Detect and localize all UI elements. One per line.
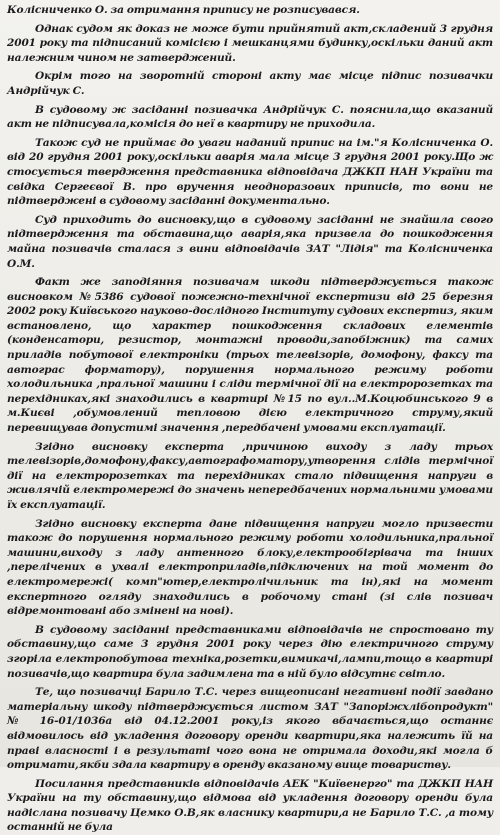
paragraph-1: Колісниченко О. за отримання припису не розписувався. bbox=[7, 4, 360, 16]
paragraph-9: Згідно висновку експерта дане підвищення напруги могло призвести також до порушення нормального режиму роботи холодильника,пральної машини,виходу з ладу антенного блоку,електрообігрівача та інших ,перелічених в ухвалі електроприладів,підключених на той момент до електромережі( комп"ютер,електролічильник та ін),які на момент експертного огляду знаходились в робочому стані (зі слів позивач відремонтовані або змінені на нові). bbox=[7, 517, 493, 618]
paragraph-4: В судовому ж засіданні позивачка Андрійчук С. пояснила,що вказаний акт не підписувала,комісія до неї в квартиру не приходила. bbox=[7, 103, 493, 131]
paragraph-10: В судовому засіданні представниками відповідачів не спростовано ту обставину,що саме 3 грудня 2001 року через дію електричного струму згоріла електропобутова техніка,розетки,вимикачі,лампи,тощо в квартирі позивачів,що квартира була задимлена та в ній було відсутнє світло. bbox=[7, 623, 493, 680]
paragraph-8: Згідно висновку експерта ,причиною виходу з ладу трьох телевізорів,домофону,факсу,автографоматору,утворення слідів термічної дії на електророзетках та перехідниках стало підвищення напруги в живлячій електромережі до значень непередбачених нормальними умовами їх експлуатації. bbox=[7, 440, 493, 511]
paragraph-12: Посилання представників відповідачів АЕК "Київенерго" та ДЖКП НАН України на ту обставину,що відмова від укладення договору оренди була надіслана позивачу Цемко О.В,як власнику квартири,а не Барило Т.С. ,а тому останній не була bbox=[7, 777, 493, 834]
paragraph-5: Також суд не приймає до уваги наданий припис на ім."я Колісниченка О. від 20 грудня 2001 року,оскільки аварія мала місце 3 грудня 2001 року.Що ж стосується твердження представника відповідача ДЖКП НАН України та свідка Сергеєвої В. про вручення неодноразових приписів, то вони не підтверджені в судовому засіданні документально. bbox=[7, 136, 493, 208]
paragraph-3: Окрім того на зворотній стороні акту має місце підпис позивачки Андрійчук С. bbox=[7, 70, 493, 97]
paragraph-7: Факт же заподіяння позивачам шкоди підтверджується також висновком №5386 судової пожежно-технічної експертизи від 25 березня 2002 року Київського науково-дослідного Інституту судових експертиз, яким встановлено, що характер пошкодження складових елементів (конденсатори, резистор, монтажні проводи,запобіжник) та самих приладів побутової електроніки (трьох телевізорів, домофону, факсу та автограс форматору), порушення нормального режиму роботи холодильника ,пральної машини і сліди термічної дії на електророзетках та перехідниках,які знаходились в квартирі №15 по вул..М.Коцюбинського 9 в м.Києві ,обумовлений тепловою дією електричного струму,який перевищував допустимі значення ,передбачені умовами експлуатації. bbox=[7, 276, 493, 435]
paragraph-11: Те, що позивачці Барило Т.С. через вищеописані негативні події завдано матеріальну шкоду підтверджується листом ЗАТ "Запоріжхлібопродукт" № 16-01/1036а від 04.12.2001 року,із якого вбачається,що останнє відмовилось від укладення договору оренди квартири,яка належить їй на праві власності і в результаті чого вона не отримала доходи,які могла б отримати,якби здала квартиру в оренду вказаному вище товариству. bbox=[7, 686, 493, 772]
paragraph-2: Однак судом як доказ не може бути прийнятий акт,складений 3 грудня 2001 року та підписаний комісією і мешканцями будинку,оскільки даний акт належним чином не затверджений. bbox=[7, 22, 493, 64]
paragraph-6: Суд приходить до висновку,що в судовому засіданні не знайшла свого підтвердження та обставина,що аварія,яка призвела до пошкодження майна позивачів сталася з вини відповідачів ЗАТ "Лідія" та Колісниченка О.М. bbox=[7, 213, 493, 270]
